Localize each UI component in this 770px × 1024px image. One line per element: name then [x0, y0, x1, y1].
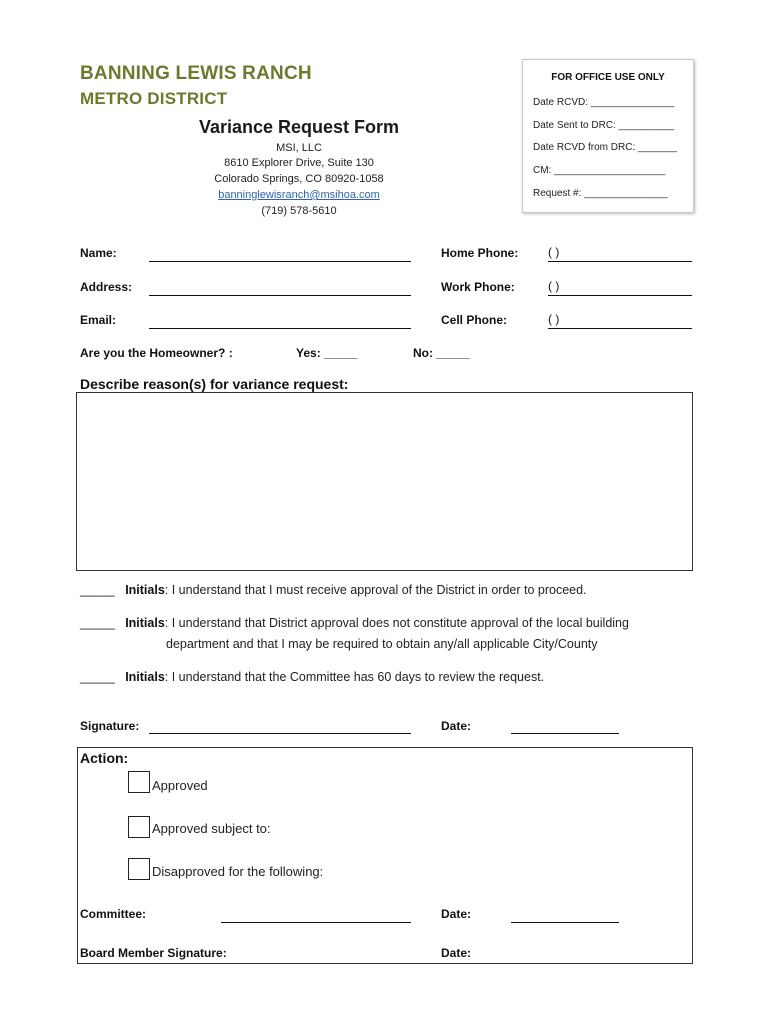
homeowner-question: Are you the Homeowner? :: [80, 346, 233, 360]
ack-1-text: : I understand that I must receive approval of the District in order to proceed.: [164, 583, 587, 597]
reason-label: Describe reason(s) for variance request:: [80, 376, 349, 392]
contact-email-link[interactable]: banninglewisranch@msihoa.com: [218, 189, 380, 201]
approved-subject-checkbox[interactable]: [128, 816, 150, 838]
ack-3: [80, 670, 544, 684]
contact-phone: (719) 578-5610: [261, 205, 337, 217]
ack-2-initials-blank[interactable]: _____: [80, 616, 115, 630]
ack-2: [80, 616, 629, 630]
name-label: Name:: [80, 246, 117, 260]
action-label: Action:: [80, 750, 129, 766]
address-label: Address:: [80, 280, 133, 294]
disapproved-checkbox[interactable]: [128, 858, 150, 880]
work-phone-area: ( ): [548, 279, 560, 293]
board-signature-label: Board Member Signature:: [80, 946, 227, 960]
signature-label: Signature:: [80, 719, 140, 733]
cell-phone-area: ( ): [548, 312, 560, 326]
address-field[interactable]: [149, 295, 411, 296]
home-phone-field[interactable]: [548, 261, 692, 262]
office-use-box: [522, 59, 694, 213]
signature-date-label: Date:: [441, 719, 472, 733]
homeowner-no-field[interactable]: No: _____: [413, 346, 470, 360]
ack-3-initials-label: Initials: [125, 670, 165, 684]
disapproved-label: Disapproved for the following:: [152, 864, 324, 879]
work-phone-field[interactable]: [548, 295, 692, 296]
board-date-label: Date:: [441, 946, 472, 960]
ack-2-text-cont: department and that I may be required to obtain any/all applicable City/County: [166, 637, 598, 651]
email-label: Email:: [80, 313, 117, 327]
office-request-no: Request #: _______________: [533, 188, 668, 199]
office-cm: CM: ____________________: [533, 165, 666, 176]
approved-checkbox[interactable]: [128, 771, 150, 793]
office-date-rcvd-drc: Date RCVD from DRC: _______: [533, 142, 677, 153]
ack-2-initials-label: Initials: [125, 616, 165, 630]
office-date-sent: Date Sent to DRC: __________: [533, 120, 675, 131]
ack-2-text: : I understand that District approval does not constitute approval of the local building: [164, 616, 629, 630]
ack-3-initials-blank[interactable]: _____: [80, 670, 115, 684]
company-name: MSI, LLC: [276, 142, 322, 154]
email-field[interactable]: [149, 328, 411, 329]
ack-3-text: : I understand that the Committee has 60 days to review the request.: [164, 670, 545, 684]
contact-email-wrap: [160, 189, 438, 201]
signature-field[interactable]: [149, 733, 411, 734]
name-field[interactable]: [149, 261, 411, 262]
work-phone-label: Work Phone:: [441, 280, 515, 294]
ack-1-initials-blank[interactable]: _____: [80, 583, 115, 597]
committee-date-label: Date:: [441, 907, 472, 921]
approved-subject-label: Approved subject to:: [152, 821, 271, 836]
ack-1-initials-label: Initials: [125, 583, 165, 597]
committee-date-field[interactable]: [511, 922, 619, 923]
cell-phone-field[interactable]: [548, 328, 692, 329]
cell-phone-label: Cell Phone:: [441, 313, 508, 327]
org-name-line2: METRO DISTRICT: [80, 89, 228, 108]
ack-1: [80, 583, 587, 597]
reason-textarea[interactable]: [76, 392, 693, 571]
home-phone-area: ( ): [548, 245, 560, 259]
home-phone-label: Home Phone:: [441, 246, 519, 260]
committee-label: Committee:: [80, 907, 147, 921]
committee-field[interactable]: [221, 922, 411, 923]
approved-label: Approved: [152, 778, 208, 793]
org-name-line1: BANNING LEWIS RANCH: [80, 63, 312, 84]
form-title: Variance Request Form: [198, 117, 400, 137]
address-line1: 8610 Explorer Drive, Suite 130: [224, 157, 374, 169]
office-use-heading: FOR OFFICE USE ONLY: [551, 72, 665, 83]
homeowner-yes-field[interactable]: Yes: _____: [296, 346, 358, 360]
address-line2: Colorado Springs, CO 80920-1058: [214, 173, 384, 185]
office-date-rcvd: Date RCVD: _______________: [533, 97, 675, 108]
signature-date-field[interactable]: [511, 733, 619, 734]
